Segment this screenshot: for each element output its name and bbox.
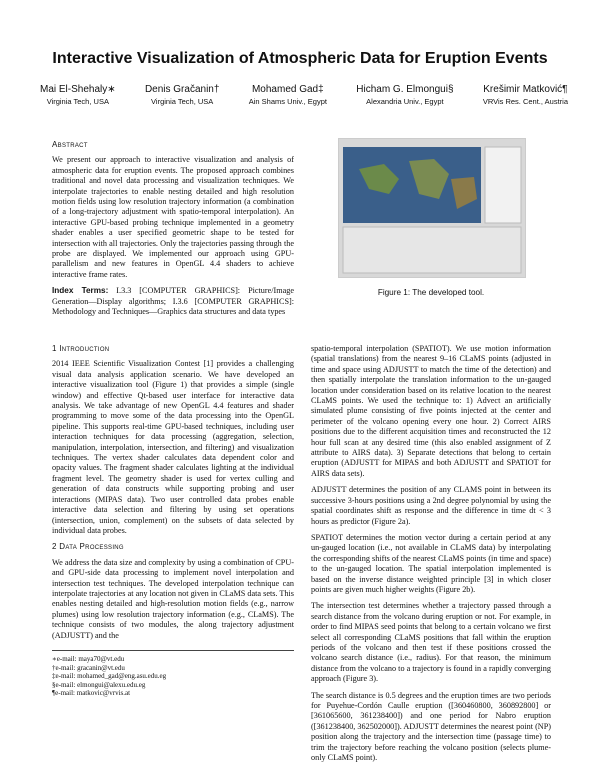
left-column-body [52,344,294,647]
section-1-heading: 1 Introduction [52,344,110,353]
right-paragraph-5: The search distance is 0.5 degrees and the eruption times are two periods for Puyehue-Cordón Caulle eruption ([360460800, 360892800] or [361065600, 361238400]) and one period for Nabro eruption ([361238400, 362502000]). ADJUSTT determines the nearest point (NP) position along the trajectory and the intersection time (passage time) to trim the trajectory before reaching the volcano position (selects plume-only CLaMS point). [311,690,551,763]
footnote: ‡e-mail: mohamed_gad@eng.asu.edu.eg [52,672,167,681]
index-terms-label: Index Terms: [52,286,109,296]
footnote: ∗e-mail: maya70@vt.edu [52,655,125,663]
author-3 [249,84,327,106]
index-terms-text: I.3.3 [COMPUTER GRAPHICS]: Picture/Image Generation—Display algorithms; I.3.6 [COMPUTER GRAPHICS]: Methodology and Techniques—Graphics data structures and data types [52,286,294,317]
author-name: Denis Gračanin† [144,84,220,95]
tool-screenshot-image [339,139,525,277]
author-affiliation: VRVis Res. Cent., Austria [482,97,568,106]
author-name: Hicham G. Elmongui§ [356,84,454,95]
section-2-heading: 2 Data Processing [52,542,124,552]
index-terms [52,286,294,317]
abstract-section [52,140,294,324]
footnotes [52,650,294,698]
author-name: Mai El-Shehaly∗ [40,84,116,95]
author-1 [40,84,116,106]
paper-title: Interactive Visualization of Atmospheric Data for Eruption Events [52,50,548,67]
right-column-body [311,344,551,769]
right-paragraph-3: SPATIOT determines the motion vector during a certain period at any un-gauged location (i.e., not available in CLaMS data) by interpolating the corresponding shifts of the nearest CLaMS points (in time and space) to the un-gauged location. The spatial interpolation implemented is based on the inverse distance weighted principle [3] in which closer points are given much higher weights (Figure 2b). [311,532,551,594]
author-affiliation: Alexandria Univ., Egypt [366,97,444,106]
right-paragraph-2: ADJUSTT determines the position of any CLAMS point in between its successive 3-hours positions using a 2nd degree polynomial by using the spatial coordinates shift as response and the difference in time dt < 3 hours as predictor (Figure 2a). [311,485,551,526]
section-1-paragraph: 2014 IEEE Scientific Visualization Contest [1] provides a challenging visual data analysis application scenario. We have developed an interactive visualization tool (Figure 1) that provides a simple (single window) and effective Qt-based user interface for interactive data analysis. We take advantage of new OpenGL 4.4 features and shader programming to move some of the data processing into the OpenGL pipeline. This supports real-time GPU-based techniques, including user interaction techniques for data processing (aggregation, selection, manipulation, interpolation, intersection, and filtering) and visualization techniques. The vertex shader calculates data dependent color and opacity values. The fragment shader calculates lighting at the individual fragment level. The geometry shader is used for vertex culling and generation of data constructs while supporting probing and user interactions (MIPAS data). Two user controlled data probes enable interactive data selection and filtering by using set operations (intersection, union, complement) on the subsets of data selected by individual data probes. [52,359,294,535]
abstract-heading: Abstract [52,140,88,149]
author-5 [483,84,568,106]
author-affiliation: Virginia Tech, USA [46,97,109,106]
author-list [40,84,568,106]
author-name: Krešimir Matković¶ [483,84,568,95]
author-4 [356,84,453,106]
footnote: ¶e-mail: matkovic@vrvis.at [52,689,131,698]
abstract-text: We present our approach to interactive visualization and analysis of atmospheric data for eruption events. The proposed approach combines traditional and novel data processing and visualization techniques. We interpolate trajectories to enable nesting detailed and high resolution motion fields using low resolution trajectory information (a combination of a long-trajectory adjustment with spatio-temporal interpolation). An interactive GPU-based probing technique implemented in a geometry shader enables a user specified geometric shape to be tested for intersection with all trajectories. Only the trajectories passing through the probe are displayed. We implemented our approach using GPU-parallelism and new features in OpenGL 4.4 shaders to achieve interactive frame rates. [52,155,294,279]
right-paragraph-4: The intersection test determines whether a trajectory passed through a search distance from the volcano during eruption or not. For example, in order to find MIPAS seed points that belong to a certain volcano we first select all corresponding CLaMS positions that fall within the eruption periods of the volcano and then test if these positions crossed the volcano search distance (i.e., radius). For that reason, the minimum distance from the volcano to a trajectory is found in a rapidly converging approach (Figure 3). [311,601,551,684]
right-paragraph-1: spatio-temporal interpolation (SPATIOT). We use motion information (spatial translations) from the nearest 9–16 CLaMS points (adjusted in time and space using ADJUSTT to match the time of the detection) and then spatially interpolate the translation information to the un-gauged location under consideration based on its relative location to the nearest CLaMS points. We used the technique to: 1) Advect an artificially simulated plume consisting of five points injected at the center and perimeter of the volcano opening every one hour. 2) Correct AIRS positions due to the different acquisition times and reconstructed the 12 hour full scan at any desired time (this also enabled assignment of Z attribute to AIRS data). 3) Separate detections that belong to certain eruption (ADJUSTT for MIPAS and both ADJUSTT and SPATIOT for AIRS data sets). [311,344,551,478]
figure-caption: Figure 1: The developed tool. [377,288,485,297]
footnote: §e-mail: elmongui@alexu.edu.eg [52,680,146,689]
footnote: †e-mail: gracanin@vt.edu [52,663,125,672]
figure-1-screenshot [338,138,526,278]
author-affiliation: Ain Shams Univ., Egypt [248,97,327,106]
author-2 [145,84,219,106]
section-2-paragraph: We address the data size and complexity by using a combination of CPU- and GPU-side data processing to implement novel interpolation and intersection test techniques. The developed interpolation technique can interpolate trajectories at any location not given in CLaMS data sets. This enables nesting detailed and high-resolution motion fields (e.g., narrow plumes) using low resolution trajectory information (e.g., CLaMS). The technique consists of two modules, the along trajectory adjustment (ADJUSTT) and the [52,557,294,640]
author-affiliation: Virginia Tech, USA [151,97,214,106]
author-name: Mohamed Gad‡ [251,84,324,95]
